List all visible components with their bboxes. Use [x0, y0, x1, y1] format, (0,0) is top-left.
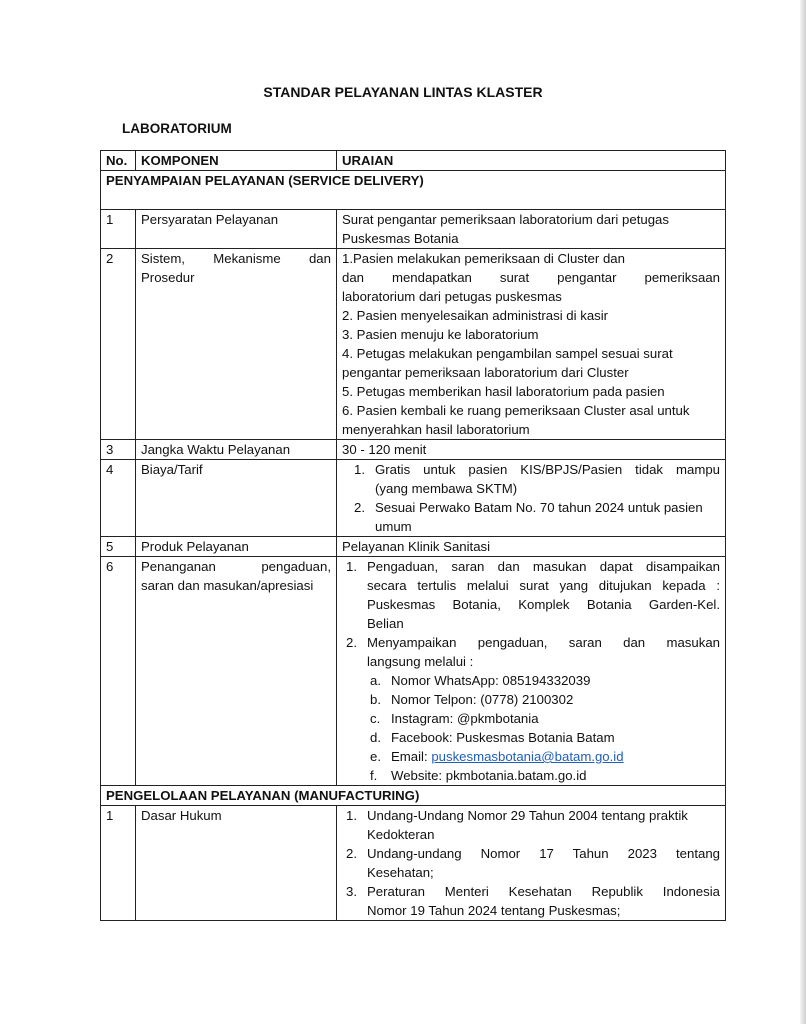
- procedure-line: 1.Pasien melakukan pemeriksaan di Cluster dan: [342, 251, 625, 266]
- row-number: 6: [101, 557, 136, 786]
- legal-basis-list: [342, 806, 720, 920]
- component-word: pengaduan,: [261, 559, 331, 574]
- row-number: 1: [101, 806, 136, 921]
- phone-number: (0778) 2100302: [480, 692, 574, 707]
- list-item: c. Instagram: @pkmbotania: [370, 711, 539, 726]
- list-item: e. Email: puskesmasbotania@batam.go.id: [370, 749, 624, 764]
- table-row: [101, 460, 726, 537]
- page-edge-shadow: [800, 0, 806, 1024]
- row-component: Dasar Hukum: [136, 806, 337, 921]
- contact-channel-list: [342, 671, 720, 785]
- list-item: f. Website: pkmbotania.batam.go.id: [370, 768, 587, 783]
- instagram-handle: @pkmbotania: [456, 711, 539, 726]
- section-heading: LABORATORIUM: [122, 121, 232, 136]
- table-row: [101, 557, 726, 786]
- procedure-line: 6. Pasien kembali ke ruang pemeriksaan Cluster asal untuk: [342, 403, 690, 418]
- procedure-line: 3. Pasien menuju ke laboratorium: [342, 327, 539, 342]
- website-url: pkmbotania.batam.go.id: [445, 768, 587, 783]
- whatsapp-number: 085194332039: [502, 673, 591, 688]
- procedure-line: laboratorium dari petugas puskesmas: [342, 289, 562, 304]
- component-word: Sistem,: [141, 251, 185, 266]
- email-link[interactable]: puskesmasbotania@batam.go.id: [431, 749, 624, 764]
- list-item: 2. Menyampaikan pengaduan, saran dan masukan langsung melalui :: [346, 635, 720, 669]
- procedure-line: pengantar pemeriksaan laboratorium dari Cluster: [342, 365, 629, 380]
- group-row-service-delivery: [101, 171, 726, 210]
- row-description: [337, 806, 726, 921]
- component-word: Prosedur: [141, 270, 195, 285]
- row-description: [337, 249, 726, 440]
- row-component: Biaya/Tarif: [136, 460, 337, 537]
- header-description: URAIAN: [337, 151, 726, 171]
- table-row: [101, 537, 726, 557]
- facebook-page: Puskesmas Botania Batam: [456, 730, 615, 745]
- procedure-line: 2. Pasien menyelesaikan administrasi di kasir: [342, 308, 609, 323]
- table-row: [101, 249, 726, 440]
- table-header-row: [101, 151, 726, 171]
- row-description: 30 - 120 menit: [337, 440, 726, 460]
- row-number: 3: [101, 440, 136, 460]
- row-component: Jangka Waktu Pelayanan: [136, 440, 337, 460]
- row-description: [337, 557, 726, 786]
- row-number: 1: [101, 210, 136, 249]
- component-word: Penanganan: [141, 559, 216, 574]
- page-title: STANDAR PELAYANAN LINTAS KLASTER: [263, 84, 543, 100]
- list-item: d. Facebook: Puskesmas Botania Batam: [370, 730, 615, 745]
- list-item: 1. Undang-Undang Nomor 29 Tahun 2004 tentang praktik Kedokteran: [346, 808, 688, 842]
- row-description: [337, 210, 726, 249]
- table-row: [101, 440, 726, 460]
- procedure-line: 4. Petugas melakukan pengambilan sampel sesuai surat: [342, 346, 673, 361]
- list-item: 2. Undang-undang Nomor 17 Tahun 2023 tentang Kesehatan;: [346, 846, 720, 880]
- row-component: [136, 249, 337, 440]
- list-item: 1. Pengaduan, saran dan masukan dapat disampaikan secara tertulis melalui surat yang ditujukan kepada : Puskesmas Botania, Komplek Botania Garden-Kel. Belian: [346, 559, 720, 631]
- group-title: PENYAMPAIAN PELAYANAN (SERVICE DELIVERY): [106, 173, 424, 188]
- list-item: 2. Sesuai Perwako Batam No. 70 tahun 2024 untuk pasien umum: [354, 500, 703, 534]
- group-row-manufacturing: [101, 786, 726, 806]
- row-component: [136, 557, 337, 786]
- list-item: 3. Peraturan Menteri Kesehatan Republik Indonesia Nomor 19 Tahun 2024 tentang Puskesmas;: [346, 884, 720, 918]
- list-item: b. Nomor Telpon: (0778) 2100302: [370, 692, 574, 707]
- list-item: 1. Gratis untuk pasien KIS/BPJS/Pasien tidak mampu (yang membawa SKTM): [354, 462, 720, 496]
- table-row: [101, 210, 726, 249]
- procedure-line: 5. Petugas memberikan hasil laboratorium pada pasien: [342, 384, 665, 399]
- row-component: Produk Pelayanan: [136, 537, 337, 557]
- row-component: Persyaratan Pelayanan: [136, 210, 337, 249]
- header-component: KOMPONEN: [136, 151, 337, 171]
- row-description: Pelayanan Klinik Sanitasi: [337, 537, 726, 557]
- component-word: Mekanisme: [213, 251, 281, 266]
- description-line: Surat pengantar pemeriksaan laboratorium dari petugas: [342, 212, 669, 227]
- component-word: saran dan masukan/apresiasi: [141, 578, 314, 593]
- service-standard-table: [100, 150, 726, 921]
- header-no: No.: [101, 151, 136, 171]
- table-row: [101, 806, 726, 921]
- procedure-line: menyerahkan hasil laboratorium: [342, 422, 530, 437]
- fee-list: [342, 460, 720, 536]
- row-number: 2: [101, 249, 136, 440]
- row-description: [337, 460, 726, 537]
- component-word: dan: [308, 251, 331, 266]
- list-item: a. Nomor WhatsApp: 085194332039: [370, 673, 591, 688]
- complaint-list: [342, 557, 720, 671]
- description-line: Puskesmas Botania: [342, 231, 459, 246]
- row-number: 5: [101, 537, 136, 557]
- row-number: 4: [101, 460, 136, 537]
- group-title: PENGELOLAAN PELAYANAN (MANUFACTURING): [101, 786, 726, 806]
- procedure-line: dan mendapatkan surat pengantar pemeriksaan: [342, 270, 720, 285]
